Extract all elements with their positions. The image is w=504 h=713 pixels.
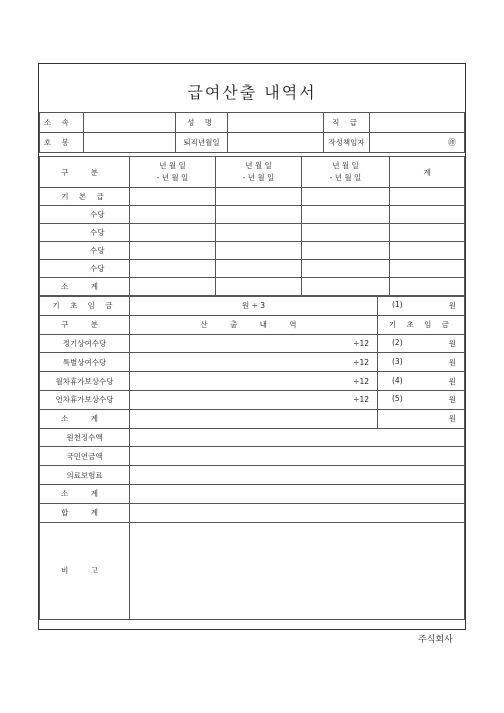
page-title: 급여산출 내역서 (187, 83, 317, 102)
table-row (40, 260, 465, 278)
row-label: 연차휴가보상수당 (40, 390, 130, 409)
row-label: 수당 (40, 224, 130, 242)
table-row (40, 409, 465, 428)
retire-date-field[interactable] (228, 133, 324, 153)
name-field[interactable] (228, 113, 324, 133)
table-row (40, 242, 465, 260)
row-label: 수당 (40, 260, 130, 278)
pay-col-header: 구 분 (40, 157, 130, 188)
table-row (40, 224, 465, 242)
table-row (40, 278, 465, 296)
row-label: 기 본 급 (40, 188, 130, 206)
table-row: 정기상여수당 ÷12 (2) 원 (40, 334, 465, 353)
position-field[interactable] (370, 113, 465, 133)
remarks-label: 비 고 (40, 522, 130, 619)
period-header-2: 년 월 일 - 년 월 일 (216, 157, 302, 188)
total-header: 계 (390, 157, 465, 188)
form-frame (38, 63, 466, 630)
period-header-1: 년 월 일 - 년 월 일 (130, 157, 216, 188)
calc-col1-header: 구 분 (40, 315, 130, 334)
row-label: 수당 (40, 206, 130, 224)
row-label: 소 계 (40, 409, 130, 428)
row-label: 원천징수액 (40, 428, 130, 447)
row-label: 합 계 (40, 503, 130, 522)
base-wage-label: 기 초 임 금 (40, 297, 130, 316)
base-wage-formula[interactable]: 원 ÷ 3 (130, 297, 378, 316)
row-div[interactable]: ÷12 (130, 372, 378, 391)
row-label: 월차휴가보상수당 (40, 372, 130, 391)
period-header-3: 년 월 일 - 년 월 일 (302, 157, 390, 188)
table-row (40, 188, 465, 206)
table-row: 연차휴가보상수당 ÷12 (5) 원 (40, 390, 465, 409)
pay-table (39, 156, 465, 296)
table-row (40, 428, 465, 447)
row-div[interactable]: ÷12 (130, 334, 378, 353)
calc-col3-header: 기 초 임 금 (378, 315, 465, 334)
row-label: 소 계 (40, 278, 130, 296)
table-row: 월차휴가보상수당 ÷12 (4) 원 (40, 372, 465, 391)
row-label: 수당 (40, 242, 130, 260)
row-div[interactable]: ÷12 (130, 353, 378, 372)
name-label: 성 명 (176, 113, 228, 133)
position-label: 직 급 (324, 113, 370, 133)
affiliation-field[interactable] (84, 113, 176, 133)
affiliation-label: 소 속 (40, 113, 84, 133)
table-row: 특별상여수당 ÷12 (3) 원 (40, 353, 465, 372)
row-label: 국민연금액 (40, 447, 130, 466)
table-row (40, 503, 465, 522)
author-label: 작성책임자 (324, 133, 370, 153)
table-row (40, 466, 465, 485)
calc-col2-header: 산 출 내 역 (130, 315, 378, 334)
row-label: 특별상여수당 (40, 353, 130, 372)
table-row (40, 447, 465, 466)
table-row (40, 206, 465, 224)
base-wage-value[interactable]: (1) 원 (378, 297, 465, 316)
info-table (39, 112, 465, 153)
seal-mark: ㊞ (370, 133, 465, 153)
row-label: 의료보험료 (40, 466, 130, 485)
number-label: 호 봉 (40, 133, 84, 153)
table-row (40, 484, 465, 503)
number-field[interactable] (84, 133, 176, 153)
row-label: 소 계 (40, 484, 130, 503)
calc-table (39, 296, 465, 620)
row-label: 정기상여수당 (40, 334, 130, 353)
subtotal-unit[interactable]: 원 (378, 409, 465, 428)
retire-date-label: 퇴직년월일 (176, 133, 228, 153)
remarks-row (40, 522, 465, 619)
row-div[interactable]: ÷12 (130, 390, 378, 409)
company-footer: 주식회사 (418, 635, 453, 645)
remarks-field[interactable] (130, 522, 465, 619)
